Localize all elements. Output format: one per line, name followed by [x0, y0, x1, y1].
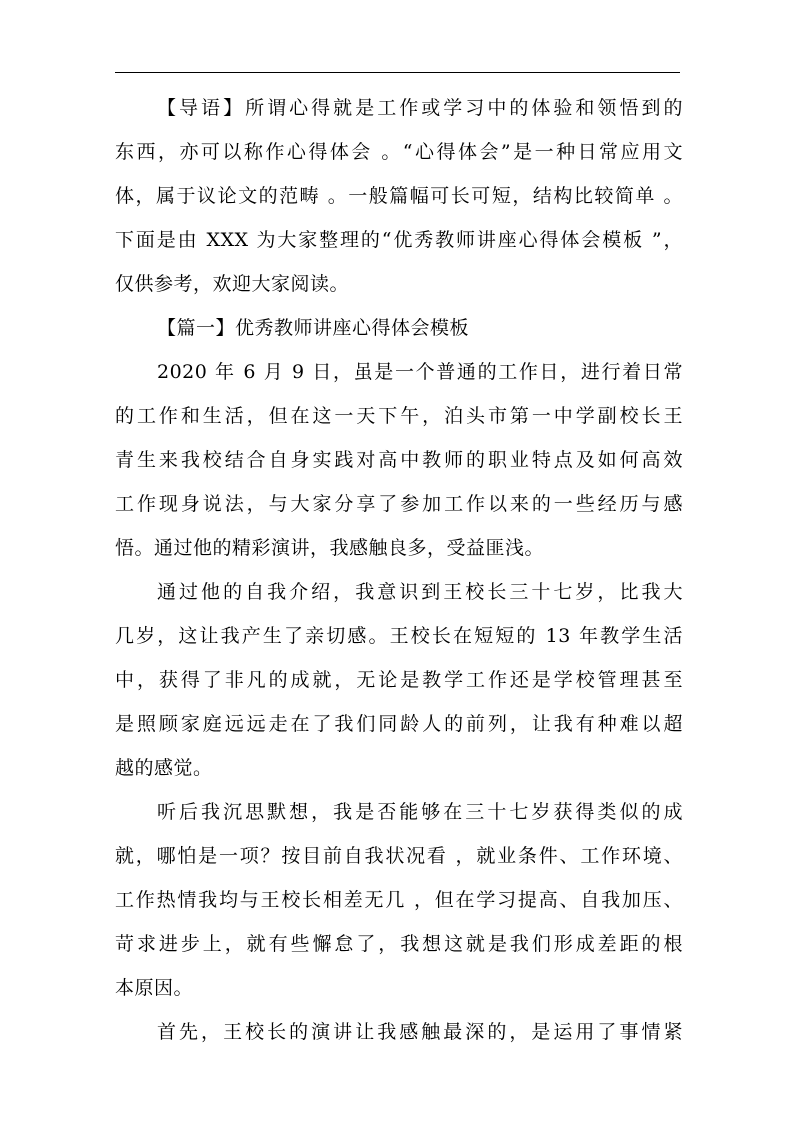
text-line: 下面是由 XXX 为大家整理的“优秀教师讲座心得体会模板 ”，	[115, 229, 683, 251]
section-title: 【篇一】优秀教师讲座心得体会模板	[157, 317, 470, 339]
text-line: 青生来我校结合自身实践对高中教师的职业特点及如何高效	[115, 449, 683, 471]
text-line: 【导语】所谓心得就是工作或学习中的体验和领悟到的	[157, 97, 683, 119]
text-line: 听后我沉思默想，我是否能够在三十七岁获得类似的成	[157, 801, 683, 823]
text-line: 工作现身说法，与大家分享了参加工作以来的一些经历与感	[115, 493, 683, 515]
header-rule	[115, 72, 680, 73]
paragraph-4	[115, 1010, 683, 1054]
intro-paragraph	[115, 86, 683, 306]
text-line: 2020 年 6 月 9 日，虽是一个普通的工作日，进行着日常	[157, 361, 683, 383]
text-line: 苛求进步上，就有些懈怠了，我想这就是我们形成差距的根	[115, 933, 683, 955]
text-line: 本原因。	[115, 977, 194, 999]
text-line: 东西，亦可以称作心得体会 。“心得体会”是一种日常应用文	[115, 141, 683, 163]
text-line: 越的感觉。	[115, 757, 213, 779]
text-line: 是照顾家庭远远走在了我们同龄人的前列，让我有种难以超	[115, 713, 683, 735]
text-line: 体，属于议论文的范畴 。一般篇幅可长可短，结构比较简单 。	[115, 185, 683, 207]
paragraph-1	[115, 350, 683, 570]
text-line: 通过他的自我介绍，我意识到王校长三十七岁，比我大	[157, 581, 683, 603]
document-body	[115, 86, 683, 1054]
text-line: 仅供参考，欢迎大家阅读。	[115, 273, 350, 295]
paragraph-3	[115, 790, 683, 1010]
text-line: 中，获得了非凡的成就，无论是教学工作还是学校管理甚至	[115, 669, 683, 691]
text-line: 就，哪怕是一项？按目前自我状况看 ，就业条件、工作环境、	[115, 845, 683, 867]
paragraph-2	[115, 570, 683, 790]
text-line: 几岁，这让我产生了亲切感。王校长在短短的 13 年教学生活	[115, 625, 683, 647]
text-line: 工作热情我均与王校长相差无几 ，但在学习提高、自我加压、	[115, 889, 683, 911]
text-line: 悟。通过他的精彩演讲，我感触良多，受益匪浅。	[115, 537, 545, 559]
text-line: 首先，王校长的演讲让我感触最深的，是运用了事情紧	[157, 1021, 683, 1043]
text-line: 的工作和生活，但在这一天下午，泊头市第一中学副校长王	[115, 405, 683, 427]
